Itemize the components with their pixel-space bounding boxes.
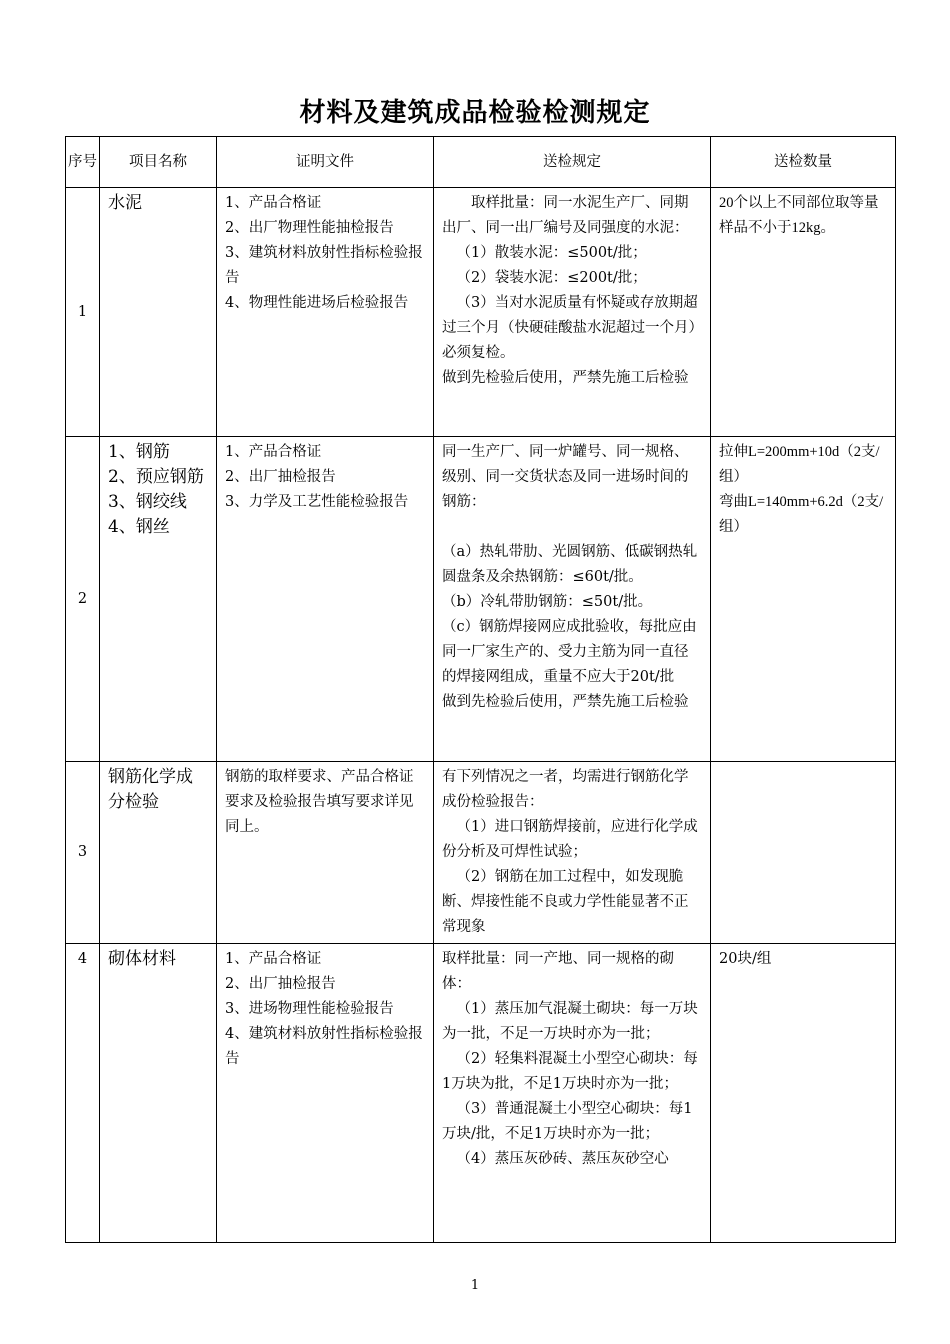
rule-paragraph: （3）当对水泥质量有怀疑或存放期超过三个月（快硬硅酸盐水泥超过一个月）必须复检。 <box>442 295 698 361</box>
rule-paragraph: 做到先检验后使用，严禁先施工后检验 <box>442 370 689 386</box>
doc-line: 3、力学及工艺性能检验报告 <box>225 494 409 510</box>
header-rules: 送检规定 <box>434 137 711 188</box>
doc-line: 4、建筑材料放射性指标检验报告 <box>225 1026 423 1067</box>
inspection-table <box>65 136 896 1243</box>
rule-paragraph: （1）散装水泥：≤500t/批； <box>456 245 647 261</box>
row-name <box>100 188 217 437</box>
header-seq <box>66 137 100 188</box>
row-name <box>100 762 217 944</box>
rule-paragraph: 同一生产厂、同一炉罐号、同一规格、级别、同一交货状态及同一进场时间的钢筋： <box>442 444 689 510</box>
doc-line: 1、产品合格证 <box>225 444 322 460</box>
row-qty <box>711 762 896 944</box>
doc-line: 3、进场物理性能检验报告 <box>225 1001 394 1017</box>
row-seq: 3 <box>66 762 100 944</box>
rule-paragraph: （4）蒸压灰砂砖、蒸压灰砂空心 <box>456 1151 669 1167</box>
name-line: 水泥 <box>108 193 142 213</box>
row-qty <box>711 944 896 1243</box>
rule-paragraph: （1）进口钢筋焊接前，应进行化学成份分析及可焊性试验； <box>442 819 698 860</box>
table-row <box>66 437 896 762</box>
doc-line: 4、物理性能进场后检验报告 <box>225 295 409 311</box>
doc-line: 2、出厂抽检报告 <box>225 976 336 992</box>
doc-line: 2、出厂物理性能抽检报告 <box>225 220 394 236</box>
row-rules <box>434 437 711 762</box>
row-docs <box>217 762 434 944</box>
doc-line: 1、产品合格证 <box>225 195 322 211</box>
name-line: 1、钢筋 <box>108 442 170 462</box>
row-name <box>100 944 217 1243</box>
rule-paragraph: （1）蒸压加气混凝土砌块：每一万块为一批，不足一万块时亦为一批； <box>442 1001 698 1042</box>
row-docs <box>217 437 434 762</box>
table-row <box>66 762 896 944</box>
table-row <box>66 188 896 437</box>
name-line: 钢筋化学成分检验 <box>108 767 193 812</box>
rule-paragraph: 取样批量：同一水泥生产厂、同期出厂、同一出厂编号及同强度的水泥： <box>442 195 689 236</box>
header-seq-label: 序号 <box>68 154 97 170</box>
rule-paragraph: （b）冷轧带肋钢筋：≤50t/批。 <box>442 594 653 610</box>
qty-line: 20个以上不同部位取等量样品不小于12kg。 <box>719 195 879 236</box>
qty-line: 20块/组 <box>719 951 772 967</box>
page-title: 材料及建筑成品检验检测规定 <box>299 98 651 128</box>
row-name <box>100 437 217 762</box>
doc-line: 钢筋的取样要求、产品合格证要求及检验报告填写要求详见同上。 <box>225 769 414 835</box>
rule-paragraph: 有下列情况之一者，均需进行钢筋化学成份检验报告： <box>442 769 689 810</box>
row-qty <box>711 437 896 762</box>
row-seq: 4 <box>66 944 100 1243</box>
header-name: 项目名称 <box>100 137 217 188</box>
rule-paragraph: 做到先检验后使用，严禁先施工后检验 <box>442 694 689 710</box>
rule-paragraph: （a）热轧带肋、光圆钢筋、低碳钢热轧圆盘条及余热钢筋：≤60t/批。 <box>442 544 698 585</box>
name-line: 砌体材料 <box>108 949 176 969</box>
name-line: 4、钢丝 <box>108 517 170 537</box>
rule-paragraph: （2）轻集料混凝土小型空心砌块：每1万块为批，不足1万块时亦为一批； <box>442 1051 698 1092</box>
blank-line <box>442 515 702 540</box>
qty-line: 拉伸L=200mm+10d（2支/组） <box>719 444 880 485</box>
row-docs <box>217 944 434 1243</box>
row-rules <box>434 188 711 437</box>
rule-paragraph: （c）钢筋焊接网应成批验收，每批应由同一厂家生产的、受力主筋为同一直径的焊接网组成，重量不应大于20t/批 <box>442 619 697 685</box>
doc-line: 3、建筑材料放射性指标检验报告 <box>225 245 423 286</box>
row-rules <box>434 762 711 944</box>
page-number: 1 <box>470 1278 480 1293</box>
rule-paragraph: （2）袋装水泥：≤200t/批； <box>456 270 647 286</box>
header-docs: 证明文件 <box>217 137 434 188</box>
doc-line: 2、出厂抽检报告 <box>225 469 336 485</box>
row-rules <box>434 944 711 1243</box>
header-qty: 送检数量 <box>711 137 896 188</box>
row-seq: 1 <box>66 188 100 437</box>
row-qty <box>711 188 896 437</box>
rule-paragraph: 取样批量：同一产地、同一规格的砌体： <box>442 951 674 992</box>
name-line: 3、钢绞线 <box>108 492 187 512</box>
rule-paragraph: （2）钢筋在加工过程中，如发现脆断、焊接性能不良或力学性能显著不正常现象 <box>442 869 689 935</box>
row-seq: 2 <box>66 437 100 762</box>
name-line: 2、预应钢筋 <box>108 467 204 487</box>
qty-line: 弯曲L=140mm+6.2d（2支/组） <box>719 494 884 535</box>
table-row <box>66 944 896 1243</box>
row-docs <box>217 188 434 437</box>
rule-paragraph: （3）普通混凝土小型空心砌块：每1万块/批，不足1万块时亦为一批； <box>442 1101 693 1142</box>
header-row <box>66 137 896 188</box>
doc-line: 1、产品合格证 <box>225 951 322 967</box>
